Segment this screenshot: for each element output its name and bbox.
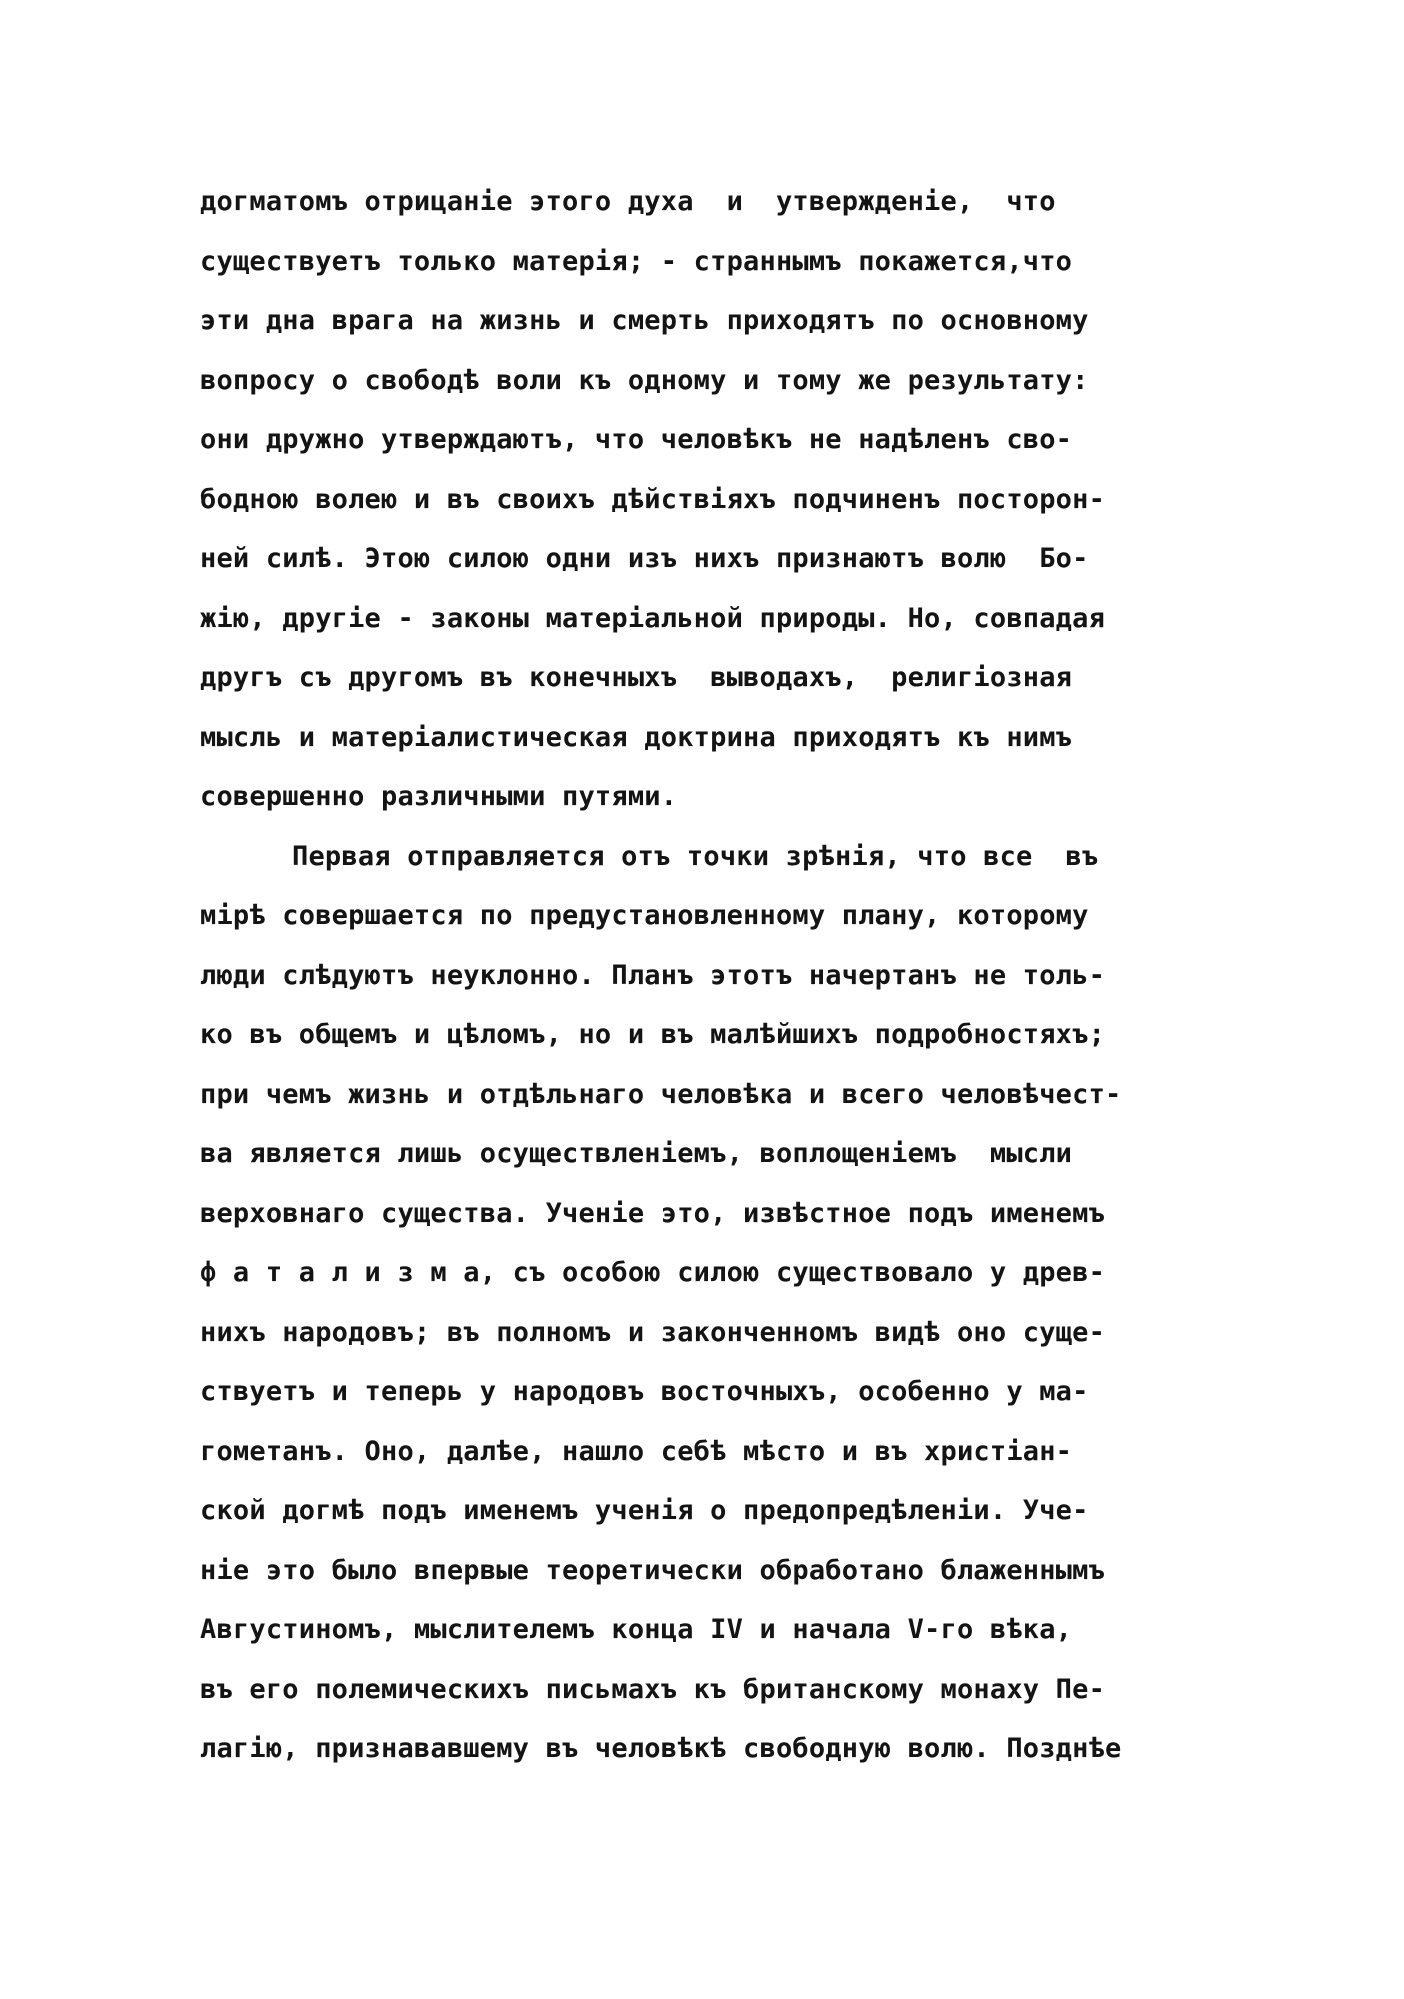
text-line: догматомъ отрицаніе этого духа и утвержденіе, что <box>200 186 1056 217</box>
text-line: нихъ народовъ; въ полномъ и законченномъ видѣ оно суще- <box>200 1316 1106 1348</box>
document-text <box>200 172 1210 1779</box>
text-line: жію, другіе - законы матеріальной природы. Но, совпадая <box>200 602 1106 634</box>
paragraph-first-line: Первая отправляется отъ точки зрѣнія, что все въ <box>292 840 1099 872</box>
text-line: ва является лишь осуществленіемъ, воплощеніемъ мысли <box>200 1138 1073 1169</box>
text-line: они дружно утверждаютъ, что человѣкъ не надѣленъ сво- <box>200 424 1073 455</box>
text-line: при чемъ жизнь и отдѣльнаго человѣка и всего человѣчест- <box>200 1078 1122 1110</box>
text-line: мірѣ совершается по предустановленному плану, которому <box>200 900 1089 931</box>
text-line: ской догмѣ подъ именемъ ученія о предопредѣленіи. Уче- <box>200 1495 1089 1526</box>
text-line: люди слѣдуютъ неуклонно. Планъ этотъ начертанъ не толь- <box>200 959 1106 991</box>
text-line: гометанъ. Оно, далѣе, нашло себѣ мѣсто и въ христіан- <box>200 1435 1073 1467</box>
text-line: въ его полемическихъ письмахъ къ британскому монаху Пе- <box>200 1673 1106 1705</box>
text-line: другъ съ другомъ въ конечныхъ выводахъ, религіозная <box>200 662 1073 693</box>
text-line: ко въ общемъ и цѣломъ, но и въ малѣйшихъ подробностяхъ; <box>200 1019 1106 1050</box>
text-line: вопросу о свободѣ воли къ одному и тому же результату: <box>200 364 1089 396</box>
text-line: совершенно различными путями. <box>200 781 678 812</box>
text-line: эти дна врага на жизнь и смерть приходятъ по основному <box>200 305 1089 336</box>
text-line: ней силѣ. Этою силою одни изъ нихъ признаютъ волю Бо- <box>200 543 1089 574</box>
text-line: Августиномъ, мыслителемъ конца IV и начала V-го вѣка, <box>200 1614 1073 1645</box>
text-line: существуетъ только матерія; - страннымъ покажется,что <box>200 245 1073 277</box>
text-line: ствуетъ и теперь у народовъ восточныхъ, особенно у ма- <box>200 1376 1089 1407</box>
text-line: ніе это было впервые теоретически обработано блаженнымъ <box>200 1554 1106 1586</box>
text-line: бодною волею и въ своихъ дѣйствіяхъ подчиненъ посторон- <box>200 483 1106 515</box>
text-line: мысль и матеріалистическая доктрина приходятъ къ нимъ <box>200 721 1073 753</box>
text-line: ф а т а л и з м а, съ особою силою существовало у древ- <box>200 1257 1106 1288</box>
text-line: верховнаго существа. Ученіе это, извѣстное подъ именемъ <box>200 1197 1106 1229</box>
text-line: лагію, признававшему въ человѣкѣ свободную волю. Позднѣе <box>200 1733 1122 1764</box>
